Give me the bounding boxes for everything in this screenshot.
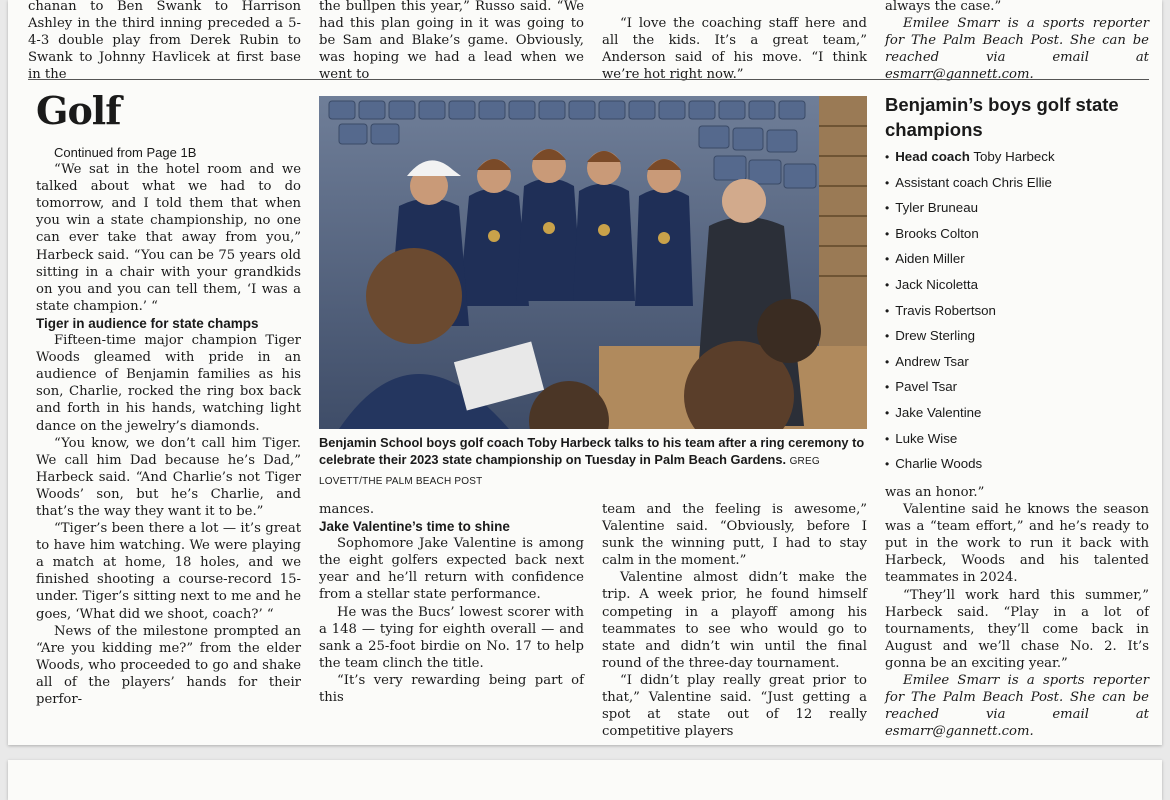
head-coach-name: Toby Harbeck — [973, 149, 1055, 164]
prev-article-col-2 — [319, 0, 584, 83]
paragraph: “You know, we don’t call him Tiger. We call him Dad because he’s Dad,” Harbeck said. “And Charlie’s not Tiger Woods’ son, but he’s Charlie, and that’s the way they want it to be.” — [36, 435, 301, 519]
reporter-tagline: Emilee Smarr is a sports reporter for The Palm Beach Post. She can be reached via email at esmarr@gannett.com. — [885, 673, 1149, 740]
caption-text: Benjamin School boys golf coach Toby Harbeck talks to his team after a ring ceremony to celebrate their 2023 state championship on Tuesday in Palm Beach Gardens. — [319, 435, 865, 468]
roster-item: • Jack Nicoletta — [885, 274, 1155, 300]
prev-article-text: “I love the coaching staff here and all the kids. It’s a great team,” Anderson said of his move. “I think we’re hot right now.” — [602, 16, 867, 83]
paragraph: He was the Bucs’ lowest scorer with a 148 — tying for eighth overall — and sank a 25-foot birdie on No. 17 to help the team clinch the title. — [319, 604, 584, 671]
roster-item: • Tyler Bruneau — [885, 197, 1155, 223]
paragraph: “Tiger’s been there a lot — it’s great to have him watching. We were playing a match at home, 18 holes, and we finished shooting a course-record 15-under. Tiger’s sitting next to me and he goes, ‘What did we shoot, coach?’ “ — [36, 521, 301, 622]
roster-item-head-coach — [885, 146, 1155, 172]
sidebar-title: Benjamin’s boys golf state champions — [885, 94, 1119, 140]
prev-article-text: the bullpen this year,” Russo said. “We had this plan going in it was going to be Sam and Blake’s game. Obviously, was hoping we had a lead when we went to — [319, 0, 584, 83]
team-photo-illustration — [319, 96, 867, 429]
section-divider — [28, 79, 1149, 80]
paragraph: “We sat in the hotel room and we talked about what we had to do tomorrow, and I told them that when you win a state championship, no one can ever take that away from you,” Harbeck said. “You can be 75 years old sitting in a chair with your grandkids on you and you can tell them, ‘I was a state champion.’ “ — [36, 162, 301, 314]
paragraph: Sophomore Jake Valentine is among the eight golfers expected back next year and he’ll return with confidence from a stellar state performance. — [319, 536, 584, 603]
roster-item: • Aiden Miller — [885, 248, 1155, 274]
paragraph: mances. — [319, 502, 375, 517]
roster-item: • Assistant coach Chris Ellie — [885, 172, 1155, 198]
prev-article-text: always the case.” — [885, 0, 1002, 14]
team-photo — [319, 96, 867, 429]
paragraph: Fifteen-time major champion Tiger Woods gleamed with pride in an audience of Benjamin families as his son, Charlie, rocked the ring box back and forth in his hands, watching light dance on the jewelry’s diamonds. — [36, 333, 301, 434]
article-column-3 — [602, 501, 867, 740]
photo-caption — [319, 434, 869, 490]
subhead-tiger: Tiger in audience for state champs — [36, 315, 259, 331]
head-coach-label: Head coach — [895, 149, 970, 164]
paragraph: “I didn’t play really great prior to that,” Valentine said. “Just getting a spot at state out of 12 really competitive players — [602, 672, 867, 740]
paragraph: Valentine almost didn’t make the trip. A week prior, he found himself competing in a playoff among his teammates to see who would go to state and didn’t win until the final round of the three-day tournament. — [602, 570, 867, 671]
roster-item: • Travis Robertson — [885, 300, 1155, 326]
continued-from: Continued from Page 1B — [54, 145, 197, 160]
prev-article-col-4 — [885, 0, 1149, 83]
paragraph: team and the feeling is awesome,” Valentine said. “Obviously, before I sunk the winning putt, I had to stay calm in the moment.” — [602, 502, 867, 569]
section-title: Golf — [36, 88, 121, 133]
paragraph: “It’s very rewarding being part of this — [319, 672, 584, 706]
roster-item: • Pavel Tsar — [885, 376, 1155, 402]
roster-list — [885, 146, 1155, 479]
prev-article-text: chanan to Ben Swank to Harrison Ashley in the third inning preceded a 5-4-3 double play from Derek Rubin to Swank to Johnny Havlicek at first base in the — [28, 0, 301, 83]
reporter-tagline: Emilee Smarr is a sports reporter for The Palm Beach Post. She can be reached via email at esmarr@gannett.com. — [885, 16, 1149, 83]
article-column-2 — [319, 501, 584, 706]
paragraph: “They’ll work hard this summer,” Harbeck said. “Play in a lot of tournaments, they’ll come back in August and we’ll chase No. 2. It’s gonna be an exciting year.” — [885, 587, 1149, 671]
paragraph: was an honor.” — [885, 485, 985, 500]
newspaper-page — [8, 0, 1162, 745]
roster-item: • Charlie Woods — [885, 453, 1155, 479]
article-column-1 — [36, 144, 301, 708]
roster-item: • Jake Valentine — [885, 402, 1155, 428]
roster-item: • Luke Wise — [885, 428, 1155, 454]
subhead-valentine: Jake Valentine’s time to shine — [319, 519, 510, 535]
roster-item: • Andrew Tsar — [885, 351, 1155, 377]
article-column-4 — [885, 484, 1149, 740]
paragraph: News of the milestone prompted an “Are you kidding me?” from the elder Woods, who proceeded to go and shake all of the players’ hands for their perfor- — [36, 623, 301, 707]
next-page-edge — [8, 760, 1162, 800]
photo-credit: GREG LOVETT/THE PALM BEACH POST — [319, 456, 820, 487]
roster-item: • Drew Sterling — [885, 325, 1155, 351]
paragraph: Valentine said he knows the season was a “team effort,” and he’s ready to put in the work to run it back with Harbeck, Woods and his talented teammates in 2024. — [885, 502, 1149, 586]
roster-item: • Brooks Colton — [885, 223, 1155, 249]
prev-article-col-3 — [602, 15, 867, 83]
prev-article-col-1 — [28, 0, 301, 83]
